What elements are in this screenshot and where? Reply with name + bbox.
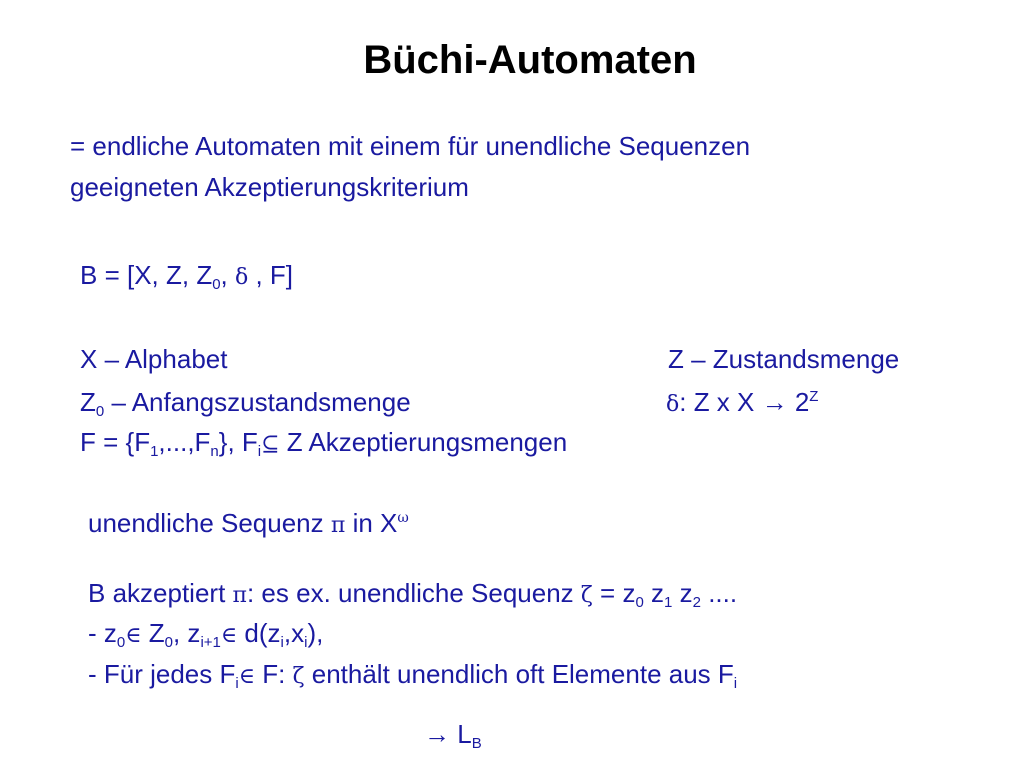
acc-s1: 1 [664,594,673,611]
z0-z: Z [80,387,96,417]
acc-s0: 0 [635,594,644,611]
f-sub1: 1 [150,443,159,460]
delta-pow: 2 [787,387,810,417]
acceptance-condition [88,578,737,611]
def-suffix: , F] [248,260,294,290]
arrow-icon: → [424,719,450,749]
initial-states-def [80,387,411,420]
def-comma: , [220,260,235,290]
arrow-icon: → [761,387,788,417]
b1-s0: 0 [116,634,126,651]
element-of-icon: ∈ [238,664,256,689]
result-sub: B [471,735,482,752]
b1-z: Z [141,618,165,648]
f-prefix: F = {F [80,427,151,457]
b1-x: ,x [283,618,305,648]
b1-si1: i+1 [200,634,221,651]
omega-symbol: ω [397,510,409,526]
acc-z2: z [672,578,693,608]
alphabet-def: X – Alphabet [80,344,228,374]
subseteq-symbol: ⊆ [261,432,280,457]
delta-text: : Z x X [679,387,762,417]
intro-line-1: = endliche Automaten mit einem für unendliche Sequenzen [70,131,751,161]
delta-symbol: δ [235,265,249,290]
b1-end: ), [307,618,324,648]
seq-in: in X [345,508,398,538]
def-sub0: 0 [212,276,221,293]
acc-b: B akzeptiert [88,578,233,608]
b2-start: - Für jedes F [88,659,236,689]
acc-s2: 2 [692,594,701,611]
intro-line-2: geeigneten Akzeptierungskriterium [70,172,469,202]
transition-def [666,387,818,420]
element-of-icon: ∈ [220,623,238,648]
b1-d: d(z [237,618,281,648]
z0-text: – Anfangszustandsmenge [104,387,411,417]
f-end: Z Akzeptierungsmengen [279,427,568,457]
b2-f: F: [255,659,293,689]
def-prefix: B = [X, Z, Z [80,260,213,290]
result-language [424,719,482,752]
pi-symbol: π [232,583,247,608]
f-close: }, F [218,427,258,457]
b2-si: i [235,675,239,692]
f-mid: ,...,F [158,427,211,457]
b1-si2: i [304,634,308,651]
b1-start: - z [88,618,117,648]
infinite-sequence [88,508,409,541]
b2-si2: i [733,675,738,692]
acc-rest: : es ex. unendliche Sequenz [246,578,581,608]
slide-title: Büchi-Automaten [363,38,697,82]
zeta-symbol: ζ [292,664,305,689]
delta-symbol: δ [666,392,680,417]
z0-sub: 0 [95,403,105,420]
b2-text: enthält unendlich oft Elemente aus F [304,659,734,689]
acc-eq: = z [592,578,636,608]
acc-dots: .... [700,578,738,608]
result-l: L [450,719,472,749]
definition-tuple [80,260,293,293]
states-def: Z – Zustandsmenge [668,344,900,374]
f-subn: n [210,443,219,460]
acc-z1: z [643,578,665,608]
condition-bullet-2 [88,659,737,692]
zeta-symbol: ζ [580,583,593,608]
b1-zi: , z [172,618,201,648]
b1-si: i [280,634,284,651]
f-subi: i [257,443,262,460]
delta-sup: Z [809,388,819,405]
seq-text: unendliche Sequenz [88,508,331,538]
pi-symbol: π [330,513,346,538]
condition-bullet-1 [88,618,323,651]
b1-zs0: 0 [164,634,173,651]
element-of-icon: ∈ [125,623,142,648]
acceptance-sets-def [80,427,567,460]
